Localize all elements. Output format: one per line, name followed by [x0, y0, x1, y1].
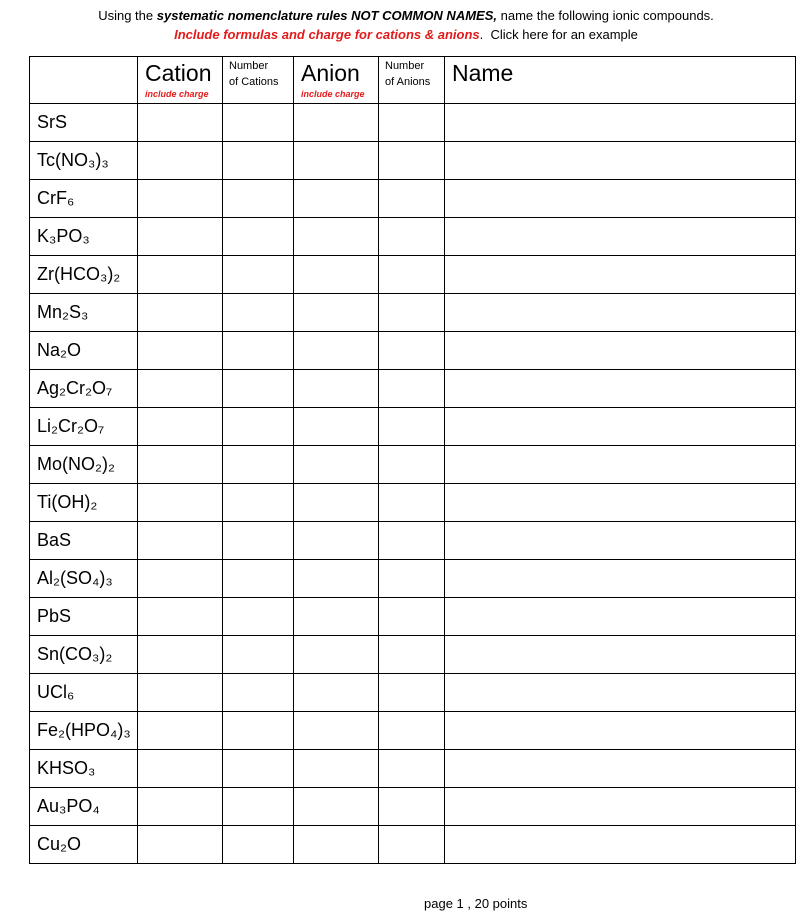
name-answer-cell[interactable]: [445, 142, 796, 180]
instructions-line-2: [0, 26, 812, 44]
compound-row: [30, 142, 796, 180]
num-anions-answer-cell[interactable]: [379, 446, 445, 484]
anion-answer-cell[interactable]: [294, 408, 379, 446]
name-answer-cell[interactable]: [445, 484, 796, 522]
anion-answer-cell[interactable]: [294, 826, 379, 864]
num-anions-answer-cell[interactable]: [379, 104, 445, 142]
formula-charge-instruction: Include formulas and charge for cations & anions: [174, 27, 480, 42]
num-anions-answer-cell[interactable]: [379, 180, 445, 218]
anion-answer-cell[interactable]: [294, 560, 379, 598]
compound-cell: [30, 180, 138, 218]
name-answer-cell[interactable]: [445, 522, 796, 560]
compound-cell: [30, 826, 138, 864]
compound-cell: [30, 788, 138, 826]
compound-cell: [30, 294, 138, 332]
instruction-period: .: [479, 27, 484, 42]
anion-charge-note: include charge: [301, 89, 365, 99]
num-cations-answer-cell[interactable]: [223, 294, 294, 332]
anion-answer-cell[interactable]: [294, 294, 379, 332]
compound-row: [30, 218, 796, 256]
num-anions-answer-cell[interactable]: [379, 560, 445, 598]
cation-answer-cell[interactable]: [138, 294, 223, 332]
compound-row: [30, 750, 796, 788]
compound-formula: Fe₂(HPO₄)₃: [37, 720, 131, 740]
compound-header-cell: [30, 57, 138, 104]
num-anions-answer-cell[interactable]: [379, 598, 445, 636]
anion-answer-cell[interactable]: [294, 218, 379, 256]
anion-answer-cell[interactable]: [294, 522, 379, 560]
name-answer-cell[interactable]: [445, 788, 796, 826]
cation-answer-cell[interactable]: [138, 674, 223, 712]
num-anions-answer-cell[interactable]: [379, 788, 445, 826]
compound-formula: PbS: [37, 606, 72, 626]
num-anions-answer-cell[interactable]: [379, 370, 445, 408]
num-cations-answer-cell[interactable]: [223, 256, 294, 294]
num-anions-answer-cell[interactable]: [379, 636, 445, 674]
compound-formula: Sn(CO₃)₂: [37, 644, 113, 664]
compound-formula: BaS: [37, 530, 72, 550]
compound-row: [30, 408, 796, 446]
num-cations-header-line1: Number: [229, 60, 269, 72]
num-cations-answer-cell[interactable]: [223, 104, 294, 142]
num-anions-header-line2: of Anions: [385, 76, 431, 88]
num-anions-answer-cell[interactable]: [379, 712, 445, 750]
cation-answer-cell[interactable]: [138, 560, 223, 598]
compound-cell: [30, 408, 138, 446]
cation-header-cell: [138, 57, 223, 104]
num-cations-answer-cell[interactable]: [223, 598, 294, 636]
anion-answer-cell[interactable]: [294, 636, 379, 674]
name-answer-cell[interactable]: [445, 180, 796, 218]
compound-formula: CrF₆: [37, 188, 75, 208]
anion-answer-cell[interactable]: [294, 788, 379, 826]
num-cations-header-cell: [223, 57, 294, 104]
anion-answer-cell[interactable]: [294, 712, 379, 750]
name-answer-cell[interactable]: [445, 750, 796, 788]
cation-answer-cell[interactable]: [138, 446, 223, 484]
compound-formula: Mo(NO₂)₂: [37, 454, 115, 474]
name-answer-cell[interactable]: [445, 408, 796, 446]
cation-answer-cell[interactable]: [138, 826, 223, 864]
num-cations-answer-cell[interactable]: [223, 446, 294, 484]
compound-formula: Na₂O: [37, 340, 81, 360]
name-header: Name: [452, 60, 514, 86]
num-cations-answer-cell[interactable]: [223, 180, 294, 218]
name-answer-cell[interactable]: [445, 560, 796, 598]
compound-formula: Zr(HCO₃)₂: [37, 264, 121, 284]
compound-row: [30, 826, 796, 864]
num-cations-answer-cell[interactable]: [223, 408, 294, 446]
num-anions-answer-cell[interactable]: [379, 522, 445, 560]
compound-cell: [30, 446, 138, 484]
name-answer-cell[interactable]: [445, 332, 796, 370]
cation-charge-note: include charge: [145, 89, 209, 99]
compound-cell: [30, 370, 138, 408]
cation-answer-cell[interactable]: [138, 218, 223, 256]
cation-answer-cell[interactable]: [138, 256, 223, 294]
compound-row: [30, 256, 796, 294]
name-header-cell: [445, 57, 796, 104]
num-anions-answer-cell[interactable]: [379, 256, 445, 294]
worksheet-table: [29, 56, 796, 864]
instructions-line-1: [0, 7, 812, 25]
compound-row: [30, 104, 796, 142]
compound-row: [30, 332, 796, 370]
anion-answer-cell[interactable]: [294, 750, 379, 788]
instructions-emphasis: systematic nomenclature rules NOT COMMON NAMES,: [156, 8, 497, 23]
num-anions-answer-cell[interactable]: [379, 674, 445, 712]
compound-row: [30, 484, 796, 522]
num-cations-answer-cell[interactable]: [223, 332, 294, 370]
num-anions-answer-cell[interactable]: [379, 750, 445, 788]
compound-cell: [30, 674, 138, 712]
cation-answer-cell[interactable]: [138, 712, 223, 750]
compound-row: [30, 788, 796, 826]
compound-formula: Au₃PO₄: [37, 796, 100, 816]
anion-header: Anion: [301, 60, 360, 86]
num-cations-answer-cell[interactable]: [223, 636, 294, 674]
compound-cell: [30, 750, 138, 788]
page-footer: page 1 , 20 points: [424, 896, 528, 911]
instructions-suffix: name the following ionic compounds.: [497, 8, 714, 23]
num-cations-answer-cell[interactable]: [223, 674, 294, 712]
name-answer-cell[interactable]: [445, 674, 796, 712]
num-cations-header-line2: of Cations: [229, 76, 279, 88]
name-answer-cell[interactable]: [445, 598, 796, 636]
instructions-prefix: Using the: [98, 8, 157, 23]
cation-answer-cell[interactable]: [138, 750, 223, 788]
compound-formula: Cu₂O: [37, 834, 81, 854]
compound-formula: Tc(NO₃)₃: [37, 150, 109, 170]
num-anions-header-cell: [379, 57, 445, 104]
num-anions-answer-cell[interactable]: [379, 142, 445, 180]
name-answer-cell[interactable]: [445, 370, 796, 408]
anion-answer-cell[interactable]: [294, 370, 379, 408]
compound-cell: [30, 598, 138, 636]
cation-answer-cell[interactable]: [138, 598, 223, 636]
compound-formula: Ti(OH)₂: [37, 492, 98, 512]
num-cations-answer-cell[interactable]: [223, 484, 294, 522]
num-cations-answer-cell[interactable]: [223, 826, 294, 864]
anion-answer-cell[interactable]: [294, 180, 379, 218]
compound-row: [30, 560, 796, 598]
compound-formula: KHSO₃: [37, 758, 96, 778]
compound-formula: Mn₂S₃: [37, 302, 89, 322]
num-cations-answer-cell[interactable]: [223, 370, 294, 408]
compound-formula: Ag₂Cr₂O₇: [37, 378, 113, 398]
anion-answer-cell[interactable]: [294, 674, 379, 712]
name-answer-cell[interactable]: [445, 256, 796, 294]
cation-answer-cell[interactable]: [138, 332, 223, 370]
compound-cell: [30, 256, 138, 294]
compound-row: [30, 674, 796, 712]
num-anions-answer-cell[interactable]: [379, 484, 445, 522]
cation-answer-cell[interactable]: [138, 142, 223, 180]
compound-cell: [30, 712, 138, 750]
name-answer-cell[interactable]: [445, 104, 796, 142]
compound-row: [30, 446, 796, 484]
name-answer-cell[interactable]: [445, 636, 796, 674]
cation-answer-cell[interactable]: [138, 408, 223, 446]
num-cations-answer-cell[interactable]: [223, 750, 294, 788]
compound-cell: [30, 142, 138, 180]
num-cations-answer-cell[interactable]: [223, 788, 294, 826]
cation-answer-cell[interactable]: [138, 104, 223, 142]
num-cations-answer-cell[interactable]: [223, 560, 294, 598]
num-cations-answer-cell[interactable]: [223, 142, 294, 180]
cation-answer-cell[interactable]: [138, 522, 223, 560]
cation-header: Cation: [145, 60, 212, 86]
compound-row: [30, 522, 796, 560]
num-anions-header-line1: Number: [385, 60, 425, 72]
cation-answer-cell[interactable]: [138, 636, 223, 674]
header-row: [30, 57, 796, 104]
compound-cell: [30, 332, 138, 370]
num-anions-answer-cell[interactable]: [379, 218, 445, 256]
num-anions-answer-cell[interactable]: [379, 294, 445, 332]
num-anions-answer-cell[interactable]: [379, 332, 445, 370]
anion-answer-cell[interactable]: [294, 484, 379, 522]
compound-row: [30, 294, 796, 332]
compound-cell: [30, 104, 138, 142]
compound-cell: [30, 484, 138, 522]
compound-formula: UCl₆: [37, 682, 75, 702]
compound-row: [30, 370, 796, 408]
compound-cell: [30, 560, 138, 598]
compound-formula: K₃PO₃: [37, 226, 90, 246]
name-answer-cell[interactable]: [445, 446, 796, 484]
compound-formula: Al₂(SO₄)₃: [37, 568, 113, 588]
anion-answer-cell[interactable]: [294, 332, 379, 370]
compound-row: [30, 712, 796, 750]
anion-answer-cell[interactable]: [294, 142, 379, 180]
num-anions-answer-cell[interactable]: [379, 826, 445, 864]
cation-answer-cell[interactable]: [138, 484, 223, 522]
compound-row: [30, 598, 796, 636]
name-answer-cell[interactable]: [445, 826, 796, 864]
num-anions-answer-cell[interactable]: [379, 408, 445, 446]
num-cations-answer-cell[interactable]: [223, 712, 294, 750]
num-cations-answer-cell[interactable]: [223, 522, 294, 560]
anion-answer-cell[interactable]: [294, 446, 379, 484]
compound-cell: [30, 636, 138, 674]
anion-answer-cell[interactable]: [294, 256, 379, 294]
compound-formula: Li₂Cr₂O₇: [37, 416, 105, 436]
cation-answer-cell[interactable]: [138, 370, 223, 408]
cation-answer-cell[interactable]: [138, 788, 223, 826]
anion-answer-cell[interactable]: [294, 104, 379, 142]
compound-row: [30, 636, 796, 674]
compound-formula: SrS: [37, 112, 68, 132]
name-answer-cell[interactable]: [445, 712, 796, 750]
anion-answer-cell[interactable]: [294, 598, 379, 636]
compound-row: [30, 180, 796, 218]
cation-answer-cell[interactable]: [138, 180, 223, 218]
compound-cell: [30, 522, 138, 560]
example-link[interactable]: Click here for an example: [483, 27, 638, 42]
name-answer-cell[interactable]: [445, 294, 796, 332]
num-cations-answer-cell[interactable]: [223, 218, 294, 256]
name-answer-cell[interactable]: [445, 218, 796, 256]
compound-cell: [30, 218, 138, 256]
anion-header-cell: [294, 57, 379, 104]
